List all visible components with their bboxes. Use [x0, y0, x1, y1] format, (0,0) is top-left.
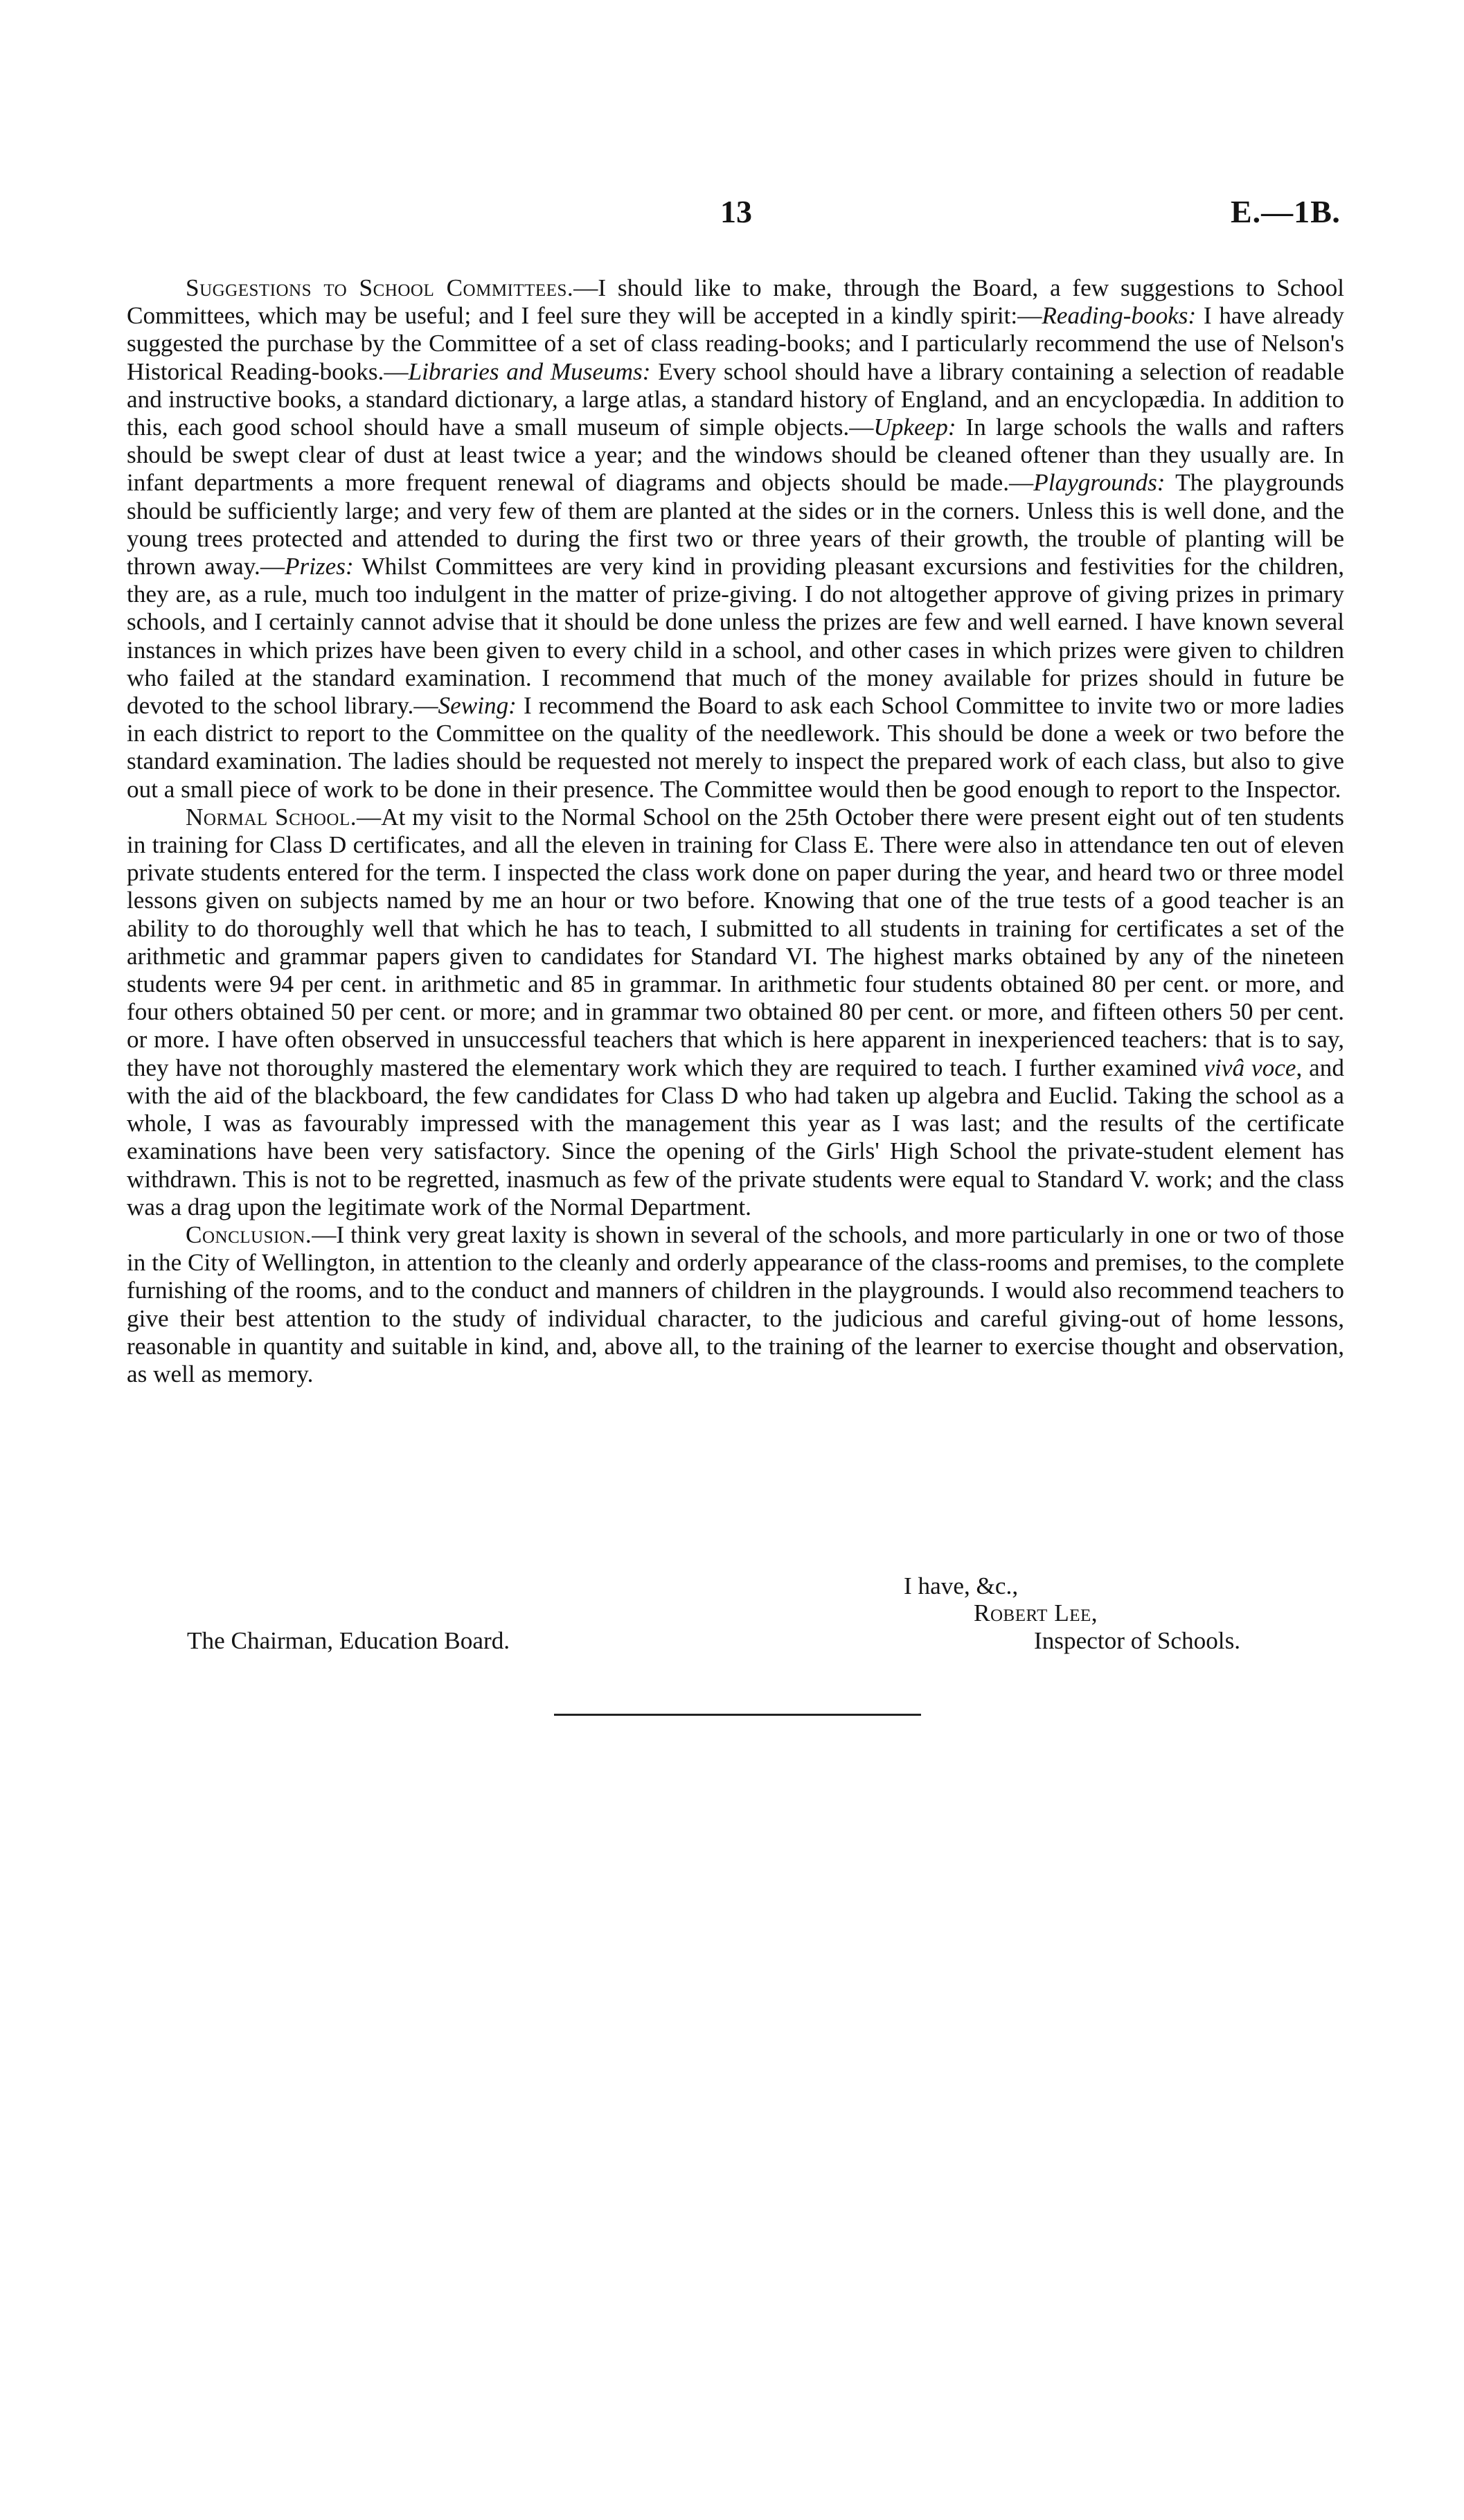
suggestions-paragraph — [127, 274, 1344, 804]
playgrounds-label: Playgrounds: — [1033, 469, 1166, 497]
sewing-text: I recommend the Board to ask each School Committee to invite two or more ladies in each district to report to the Committee on the quality of the needlework. This should be done a week or two before the standard examination. The ladies should be requested not merely to inspect the prepared work of each class, but also to give out a small piece of work to be done in their presence. The Committee would then be good enough to report to the Inspector. — [127, 692, 1344, 803]
closing-line: I have, &c., — [904, 1572, 1019, 1599]
inspector-title: Inspector of Schools. — [1034, 1627, 1241, 1654]
conclusion-text: —I think very great laxity is shown in several of the schools, and more particularly in one or two of those in the City of Wellington, in attention to the cleanly and orderly appearance of the class-rooms and premises, to the complete furnishing of the rooms, and to the conduct and manners of children in the playgrounds. I would also recommend teachers to give their best attention to the study of individual character, to the judicious and careful giving-out of home lessons, reasonable in quantity and suitable in kind, and, above all, to the training of the learner to exercise thought and observation, as well as memory. — [127, 1221, 1344, 1387]
normal-school-text-b: , and with the aid of the blackboard, the few candidates for Class D who had taken up algebra and Euclid. Taking the school as a whole, I was as favourably impressed with the management this year as I was last; and the results of the certificate examinations have been very satisfactory. Since the opening of the Girls' High School the private-student element has withdrawn. This is not to be regretted, inasmuch as few of the private students were equal to Standard V. work; and the class was a drag upon the legitimate work of the Normal Department. — [127, 1054, 1344, 1221]
reading-books-text: I have already suggested the purchase by the Committee of a set of class reading-books; and I particularly recommend the use of Nelson's Historical Reading-books.— — [127, 302, 1344, 385]
upkeep-text: In large schools the walls and rafters should be swept clear of dust at least twice a year; and the windows should be cleaned oftener than they usually are. In infant departments a more frequent renewal of diagrams and objects should be made.— — [127, 414, 1344, 497]
normal-school-heading: Normal School. — [186, 803, 357, 831]
sewing-label: Sewing: — [438, 692, 517, 720]
conclusion-paragraph — [127, 1221, 1344, 1388]
prizes-text: Whilst Committees are very kind in providing pleasant excursions and festivities for the children, they are, as a rule, much too indulgent in the matter of prize-giving. I do not altogether approve of giving prizes in primary schools, and I certainly cannot advise that it should be done unless the prizes are few and well earned. I have known several instances in which prizes have been given to every child in a school, and other cases in which prizes were given to children who failed at the standard examination. I recommend that much of the money available for prizes should in future be devoted to the school library.— — [127, 553, 1344, 720]
report-body — [127, 274, 1344, 1388]
signature: Robert Lee, — [974, 1599, 1098, 1626]
playgrounds-text: The playgrounds should be sufficiently large; and very few of them are planted at the sides or in the corners. Unless this is well done, and the young trees protected and attended to during the first two or three years of their growth, the trouble of planting will be thrown away.— — [127, 469, 1344, 580]
viva-voce-phrase: vivâ voce — [1204, 1054, 1296, 1081]
libraries-text: Every school should have a library containing a selection of readable and instructive books, a standard dictionary, a large atlas, a standard history of England, and an encyclopædia. In addition to this, each good school should have a small museum of simple objects.— — [127, 357, 1344, 441]
page-number: 13 — [720, 194, 752, 229]
document-reference-suffix: B. — [1310, 194, 1341, 229]
prizes-label: Prizes: — [285, 553, 354, 580]
normal-school-paragraph — [127, 804, 1344, 1221]
suggestions-heading: Suggestions to School Committees. — [186, 274, 574, 301]
conclusion-heading: Conclusion. — [186, 1221, 312, 1248]
document-reference — [1231, 196, 1340, 228]
document-reference-main: E.—1 — [1231, 194, 1311, 229]
libraries-label: Libraries and Museums: — [408, 357, 651, 385]
section-divider — [554, 1714, 921, 1716]
reading-books-label: Reading-books: — [1042, 302, 1197, 330]
recipient-line: The Chairman, Education Board. — [187, 1627, 510, 1654]
suggestions-intro: —I should like to make, through the Board, a few suggestions to School Committees, which may be useful; and I feel sure they will be accepted in a kindly spirit:— — [127, 274, 1344, 330]
normal-school-text-a: —At my visit to the Normal School on the 25th October there were present eight out of ten students in training for Class D certificates, and all the eleven in training for Class E. There were also in attendance ten out of eleven private students entered for the term. I inspected the class work done on paper during the year, and heard two or three model lessons given on subjects named by me an hour or two before. Knowing that one of the true tests of a good teacher is an ability to do thoroughly well that which he has to teach, I submitted to all students in training for certificates a set of the arithmetic and grammar papers given to candidates for Standard VI. The highest marks obtained by any of the nineteen students were 94 per cent. in arithmetic and 85 in grammar. In arithmetic four students obtained 80 per cent. or more, and four others obtained 50 per cent. or more; and in grammar two obtained 80 per cent. or more, and fifteen others 50 per cent. or more. I have often observed in unsuccessful teachers that which is here apparent in inexperienced teachers: that is to say, they have not thoroughly mastered the elementary work which they are required to teach. I further examined — [127, 803, 1344, 1081]
upkeep-label: Upkeep: — [873, 414, 956, 441]
